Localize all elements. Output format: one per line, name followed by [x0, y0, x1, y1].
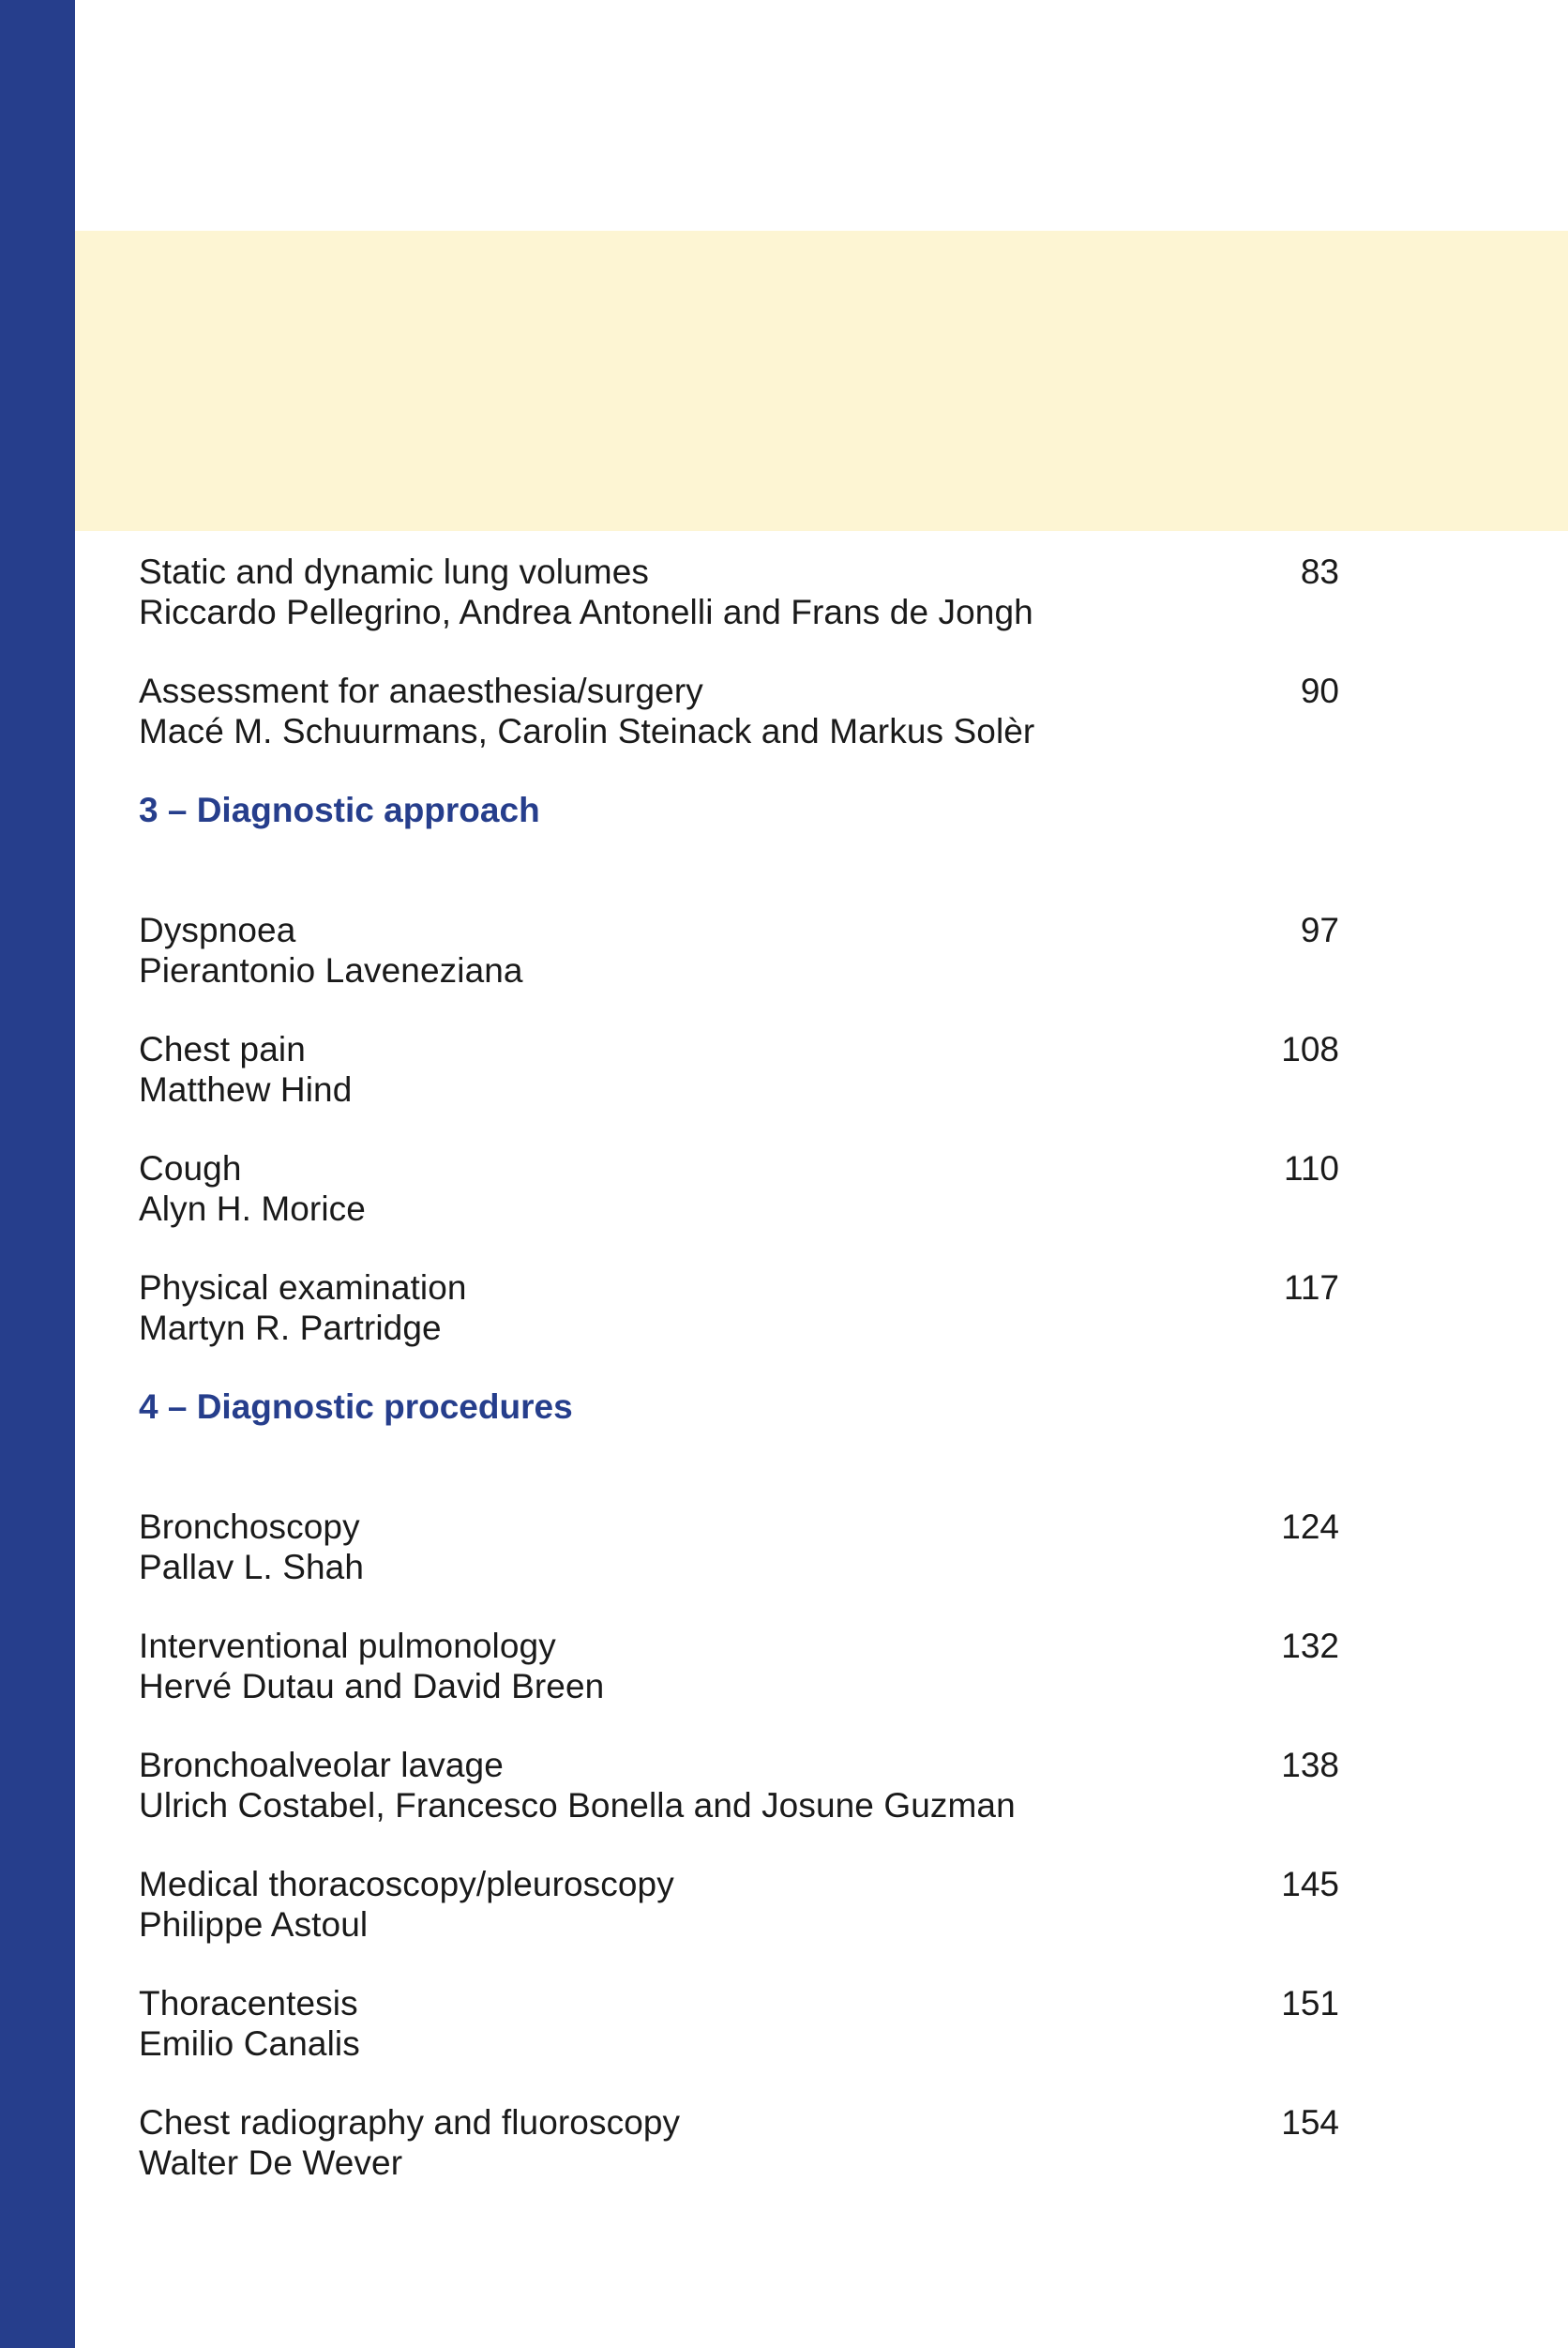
toc-entry-page: 108 [1281, 1030, 1339, 1068]
toc-entry-authors: Riccardo Pellegrino, Andrea Antonelli and Frans de Jongh [139, 593, 1033, 631]
toc-entry-title: Interventional pulmonology [139, 1627, 556, 1665]
toc-entry-authors: Walter De Wever [139, 2143, 403, 2182]
toc-entry[interactable] [139, 552, 1339, 632]
toc-entry-page: 110 [1284, 1149, 1339, 1188]
toc-entry-authors: Philippe Astoul [139, 1905, 369, 1944]
toc-entry-title: Cough [139, 1149, 242, 1188]
toc-entry[interactable] [139, 1029, 1339, 1110]
toc-entry-page: 151 [1281, 1984, 1339, 2022]
toc-entry-title: Physical examination [139, 1268, 467, 1307]
toc-entry-page: 90 [1300, 672, 1339, 710]
toc-entry-authors: Pierantonio Laveneziana [139, 951, 523, 990]
toc-entry-title: Medical thoracoscopy/pleuroscopy [139, 1865, 674, 1903]
toc-entry-authors: Matthew Hind [139, 1070, 353, 1109]
toc-entry-title: Chest radiography and fluoroscopy [139, 2103, 681, 2142]
toc-entry-page: 83 [1300, 553, 1339, 591]
toc-entry[interactable] [139, 1745, 1339, 1825]
toc-entry-title: Static and dynamic lung volumes [139, 553, 649, 591]
toc-entry[interactable] [139, 671, 1339, 751]
toc-entry[interactable] [139, 1148, 1339, 1229]
toc-entry-page: 145 [1281, 1865, 1339, 1903]
header-band [75, 231, 1568, 531]
toc-entry-title: Bronchoalveolar lavage [139, 1746, 504, 1784]
toc-entry-authors: Ulrich Costabel, Francesco Bonella and Josune Guzman [139, 1786, 1016, 1825]
toc-entry-title: Dyspnoea [139, 911, 296, 949]
toc-entry-page: 132 [1281, 1627, 1339, 1665]
toc-entry-page: 154 [1281, 2103, 1339, 2142]
toc-entry-page: 97 [1300, 911, 1339, 949]
toc-entry-authors: Emilio Canalis [139, 2024, 360, 2063]
toc-entry[interactable] [139, 2102, 1339, 2183]
toc-entry-title: Bronchoscopy [139, 1507, 360, 1546]
toc-entry-page: 138 [1281, 1746, 1339, 1784]
toc-entry-authors: Martyn R. Partridge [139, 1309, 442, 1347]
toc-entry[interactable] [139, 1626, 1339, 1706]
toc-entry-title: Assessment for anaesthesia/surgery [139, 672, 703, 710]
toc-entry-title: Thoracentesis [139, 1984, 358, 2022]
toc-entry[interactable] [139, 1864, 1339, 1945]
section-heading-diagnostic-procedures: 4 – Diagnostic procedures [139, 1387, 573, 1426]
toc-entry-authors: Hervé Dutau and David Breen [139, 1667, 605, 1705]
toc-entry-title: Chest pain [139, 1030, 306, 1068]
toc-entry[interactable] [139, 1267, 1339, 1348]
section-heading-diagnostic-approach: 3 – Diagnostic approach [139, 791, 540, 829]
toc-entry-page: 124 [1281, 1507, 1339, 1546]
toc-entry-authors: Macé M. Schuurmans, Carolin Steinack and Markus Solèr [139, 712, 1035, 750]
left-color-bar [0, 0, 75, 2348]
toc-entry[interactable] [139, 1983, 1339, 2064]
toc-entry[interactable] [139, 910, 1339, 991]
table-of-contents [139, 552, 1339, 2221]
toc-entry-authors: Alyn H. Morice [139, 1189, 366, 1228]
toc-entry-authors: Pallav L. Shah [139, 1548, 365, 1586]
toc-entry-page: 117 [1284, 1268, 1339, 1307]
toc-entry[interactable] [139, 1507, 1339, 1587]
